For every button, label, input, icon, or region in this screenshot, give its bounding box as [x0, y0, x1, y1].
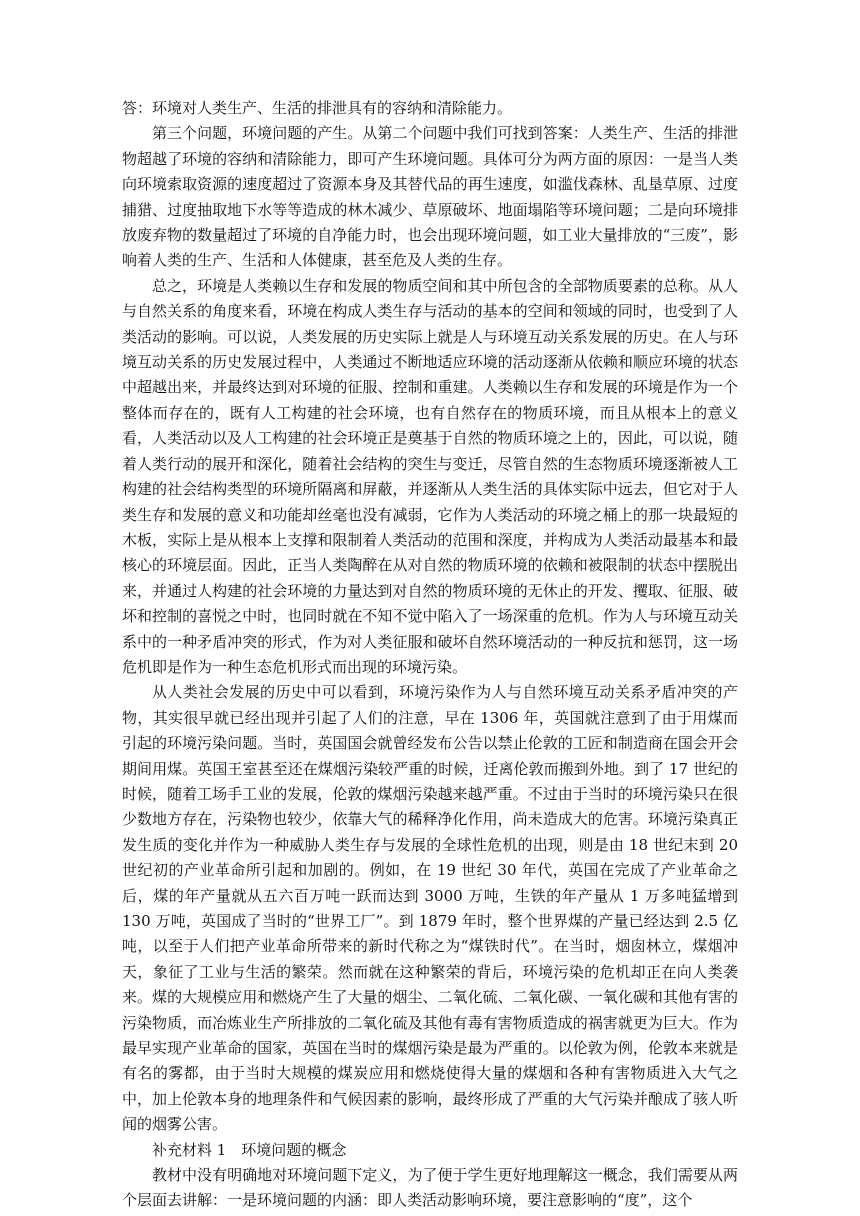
document-page	[122, 96, 738, 1214]
paragraph-concept: 教材中没有明确地对环境问题下定义，为了便于学生更好地理解这一概念，我们需要从两个层面去讲解：一是环境问题的内涵：即人类活动影响环境，要注意影响的“度”，这个	[122, 1166, 738, 1210]
supplement-heading: 补充材料 1 环境问题的概念	[152, 1140, 347, 1159]
answer-paragraph: 答：环境对人类生产、生活的排泄具有的容纳和清除能力。	[122, 99, 513, 117]
paragraph-summary: 总之，环境是人类赖以生存和发展的物质空间和其中所包含的全部物质要素的总称。从人与自然关系的角度来看，环境在构成人类生存与活动的基本的空间和领域的同时，也受到了人类活动的影响。可以说，人类发展的历史实际上就是人与环境互动关系发展的历史。在人与环境互动关系的历史发展过程中，人类通过不断地适应环境的活动逐渐从依赖和顺应环境的状态中超越出来，并最终达到对环境的征服、控制和重建。人类赖以生存和发展的环境是作为一个整体而存在的，既有人工构建的社会环境，也有自然存在的物质环境，而且从根本上的意义看，人类活动以及人工构建的社会环境正是奠基于自然的物质环境之上的，因此，可以说，随着人类行动的展开和深化，随着社会结构的突生与变迁，尽管自然的生态物质环境逐渐被人工构建的社会结构类型的环境所隔离和屏蔽，并逐渐从人类生活的具体实际中远去，但它对于人类生存和发展的意义和功能却丝毫也没有减弱，它作为人类活动的环境之桶上的那一块最短的木板，实际上是从根本上支撑和限制着人类活动的范围和深度，并构成为人类活动最基本和最核心的环境层面。因此，正当人类陶醉在从对自然的物质环境的依赖和被限制的状态中摆脱出来，并通过人构建的社会环境的力量达到对自然的物质环境的无休止的开发、攫取、征服、破坏和控制的喜悦之中时，也同时就在不知不觉中陷入了一场深重的危机。作为人与环境互动关系中的一种矛盾冲突的形式，作为对人类征服和破坏自然环境活动的一种反抗和惩罚，这一场危机即是作为一种生态危机形式而出现的环境污染。	[122, 276, 738, 676]
paragraph-problem-origin: 第三个问题，环境问题的产生。从第二个问题中我们可找到答案：人类生产、生活的排泄物超越了环境的容纳和清除能力，即可产生环境问题。具体可分为两方面的原因：一是当人类向环境索取资源的速度超过了资源本身及其替代品的再生速度，如滥伐森林、乱垦草原、过度捕猎、过度抽取地下水等等造成的林木减少、草原破坏、地面塌陷等环境问题；二是向环境排放废弃物的数量超过了环境的自净能力时，也会出现环境问题，如工业大量排放的“三废”，影响着人类的生产、生活和人体健康，甚至危及人类的生存。	[122, 124, 738, 270]
paragraph-pollution-history: 从人类社会发展的历史中可以看到，环境污染作为人与自然环境互动关系矛盾冲突的产物，其实很早就已经出现并引起了人们的注意，早在 1306 年，英国就注意到了由于用煤而引起的环境污染问题。当时，英国国会就曾经发布公告以禁止伦敦的工匠和制造商在国会开会期间用煤。英国王室甚至还在煤烟污染较严重的时候，迁离伦敦而搬到外地。到了 17 世纪的时候，随着工场手工业的发展，伦敦的煤烟污染越来越严重。不过由于当时的环境污染只在很少数地方存在，污染物也较少，依靠大气的稀释净化作用，尚未造成大的危害。环境污染真正发生质的变化并作为一种威胁人类生存与发展的全球性危机的出现，则是由 18 世纪末到 20 世纪初的产业革命所引起和加剧的。例如，在 19 世纪 30 年代，英国在完成了产业革命之后，煤的年产量就从五六百万吨一跃而达到 3000 万吨，生铁的年产量从 1 万多吨猛增到 130 万吨，英国成了当时的“世界工厂”。到 1879 年时，整个世界煤的产量已经达到 2.5 亿吨，以至于人们把产业革命所带来的新时代称之为“煤铁时代”。在当时，烟囱林立，煤烟冲天，象征了工业与生活的繁荣。然而就在这种繁荣的背后，环境污染的危机却正在向人类袭来。煤的大规模应用和燃烧产生了大量的烟尘、二氧化硫、二氧化碳、一氧化碳和其他有害的污染物质，而冶炼业生产所排放的二氧化硫及其他有毒有害物质造成的祸害就更为巨大。作为最早实现产业革命的国家，英国在当时的煤烟污染是最为严重的。以伦敦为例，伦敦本来就是有名的雾都，由于当时大规模的煤炭应用和燃烧使得大量的煤烟和各种有害物质进入大气之中，加上伦敦本身的地理条件和气候因素的影响，最终形成了严重的大气污染并酿成了骇人听闻的烟雾公害。	[122, 683, 738, 1134]
